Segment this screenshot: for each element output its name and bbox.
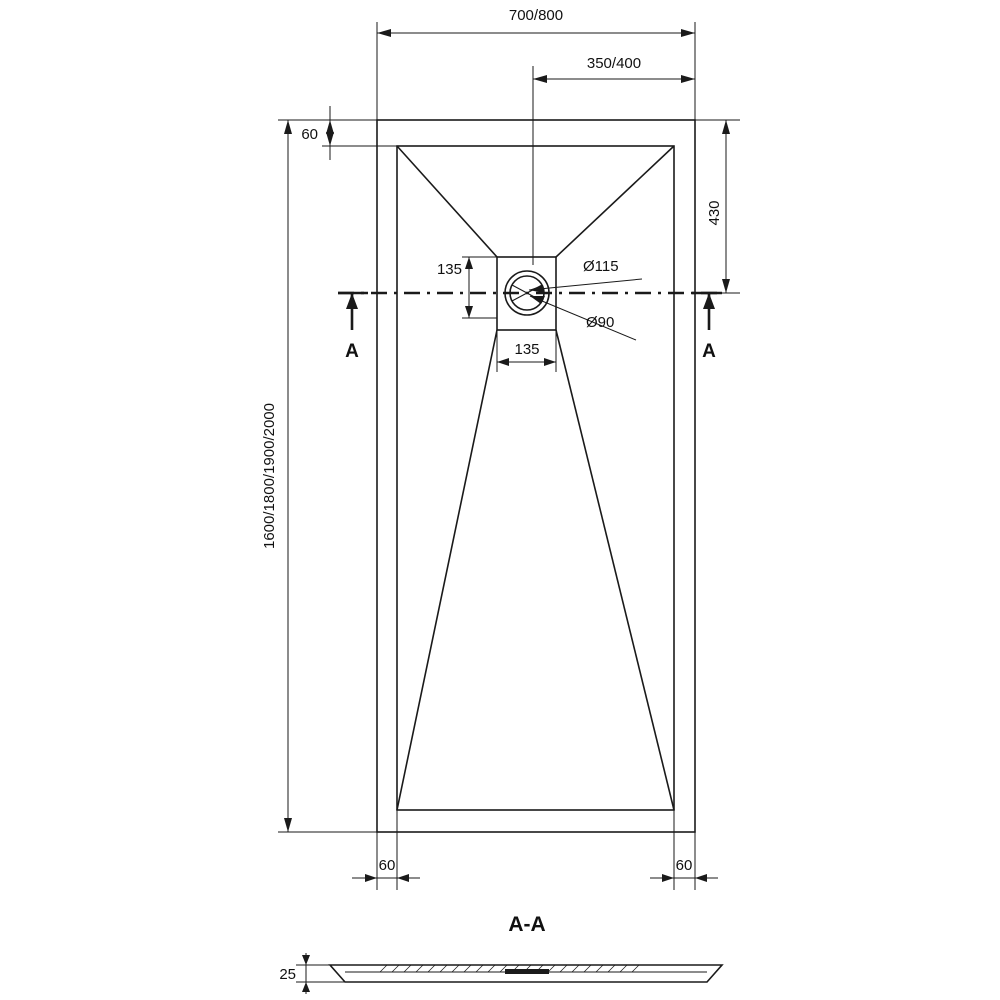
- section-view-title: A-A: [508, 913, 546, 936]
- slope-edge-bottom-right: [556, 330, 674, 810]
- section-arrow-left: [346, 293, 358, 309]
- section-label-right: A: [702, 341, 716, 362]
- dim-drain-flange-diameter: Ø115: [583, 258, 619, 275]
- slope-edge-top-right: [556, 146, 674, 257]
- arrow-head: [530, 296, 545, 304]
- arrow-head: [681, 29, 695, 37]
- arrow-head: [302, 982, 310, 992]
- arrow-head: [544, 358, 556, 366]
- arrow-head: [397, 874, 409, 882]
- slope-edge-bottom-left: [397, 330, 497, 810]
- section-arrow-right: [703, 293, 715, 309]
- tray-outline: [377, 120, 695, 832]
- dim-length-overall: 1600/1800/1900/2000: [261, 403, 278, 549]
- arrow-head: [722, 120, 730, 134]
- arrow-head: [533, 75, 547, 83]
- arrow-head: [465, 306, 473, 318]
- dim-drain-outlet-diameter: Ø90: [586, 314, 615, 331]
- dim-drain-offset-top: 430: [706, 200, 723, 226]
- arrow-head: [497, 358, 509, 366]
- arrow-head: [722, 279, 730, 293]
- arrow-head: [465, 257, 473, 269]
- dim-drain-box-horizontal: 135: [514, 341, 540, 358]
- arrow-head: [284, 818, 292, 832]
- arrow-head: [681, 75, 695, 83]
- arrow-head: [326, 120, 334, 134]
- slope-edge-top-left: [397, 146, 497, 257]
- leader-line-outlet: [530, 296, 636, 340]
- dim-bottom-right-inset: 60: [675, 857, 693, 874]
- arrow-head: [326, 132, 334, 146]
- dim-top-offset: 60: [301, 126, 318, 143]
- tray-inner-outline: [397, 146, 674, 810]
- arrow-head: [365, 874, 377, 882]
- arrow-head: [377, 29, 391, 37]
- dim-section-thickness: 25: [279, 966, 296, 983]
- dim-drain-box-vertical: 135: [436, 261, 462, 278]
- arrow-head: [695, 874, 707, 882]
- arrow-head: [662, 874, 674, 882]
- arrow-head: [284, 120, 292, 134]
- arrow-head: [302, 955, 310, 965]
- section-drain-slot: [505, 969, 549, 974]
- dim-width-overall: 700/800: [508, 7, 564, 24]
- dim-width-half: 350/400: [586, 55, 642, 72]
- dim-bottom-left-inset: 60: [378, 857, 396, 874]
- section-label-left: A: [345, 341, 359, 362]
